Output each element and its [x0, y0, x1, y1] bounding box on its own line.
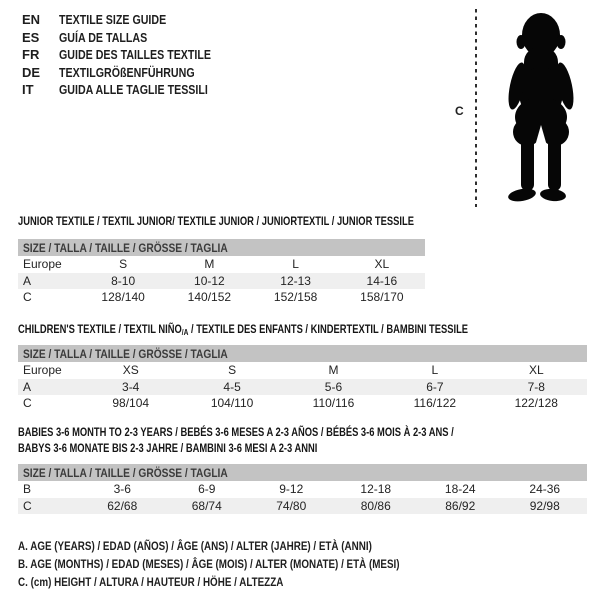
height-dashed-line: [475, 9, 477, 207]
table-cell: 7-8: [486, 379, 587, 396]
babies-size-table: [18, 464, 587, 514]
table-cell: 14-16: [339, 273, 425, 290]
height-measure-label: C: [455, 104, 464, 118]
table-cell: XL: [528, 363, 544, 378]
table-cell: 5-6: [283, 379, 384, 396]
table-cell: 74/80: [249, 498, 334, 515]
size-header-bar: SIZE / TALLA / TAILLE / GRÖSSE / TAGLIA: [18, 464, 587, 481]
table-cell: 62/68: [80, 498, 165, 515]
legend-line-c: C. (cm) HEIGHT / ALTURA / HAUTEUR / HÖHE / ALTEZZA: [18, 575, 284, 589]
table-cell: 6-7: [384, 379, 485, 396]
table-cell: 68/74: [165, 498, 250, 515]
junior-size-table: [18, 239, 425, 306]
table-cell: 12-18: [360, 482, 392, 497]
table-cell: L: [292, 257, 299, 272]
language-label: GUÍA DE TALLAS: [59, 29, 148, 45]
legend-line-b: B. AGE (MONTHS) / EDAD (MESES) / ÂGE (MOIS) / ALTER (MONATE) / ETÀ (MESI): [18, 557, 400, 571]
row-label: C: [23, 396, 32, 411]
table-cell: 86/92: [418, 498, 503, 515]
table-cell: XS: [122, 363, 139, 378]
table-cell: 3-6: [113, 482, 131, 497]
language-row-es: [22, 29, 244, 47]
table-cell: 6-9: [198, 482, 216, 497]
table-cell: 24-36: [529, 482, 561, 497]
language-label: GUIDA ALLE TAGLIE TESSILI: [59, 82, 208, 97]
language-label: GUIDE DES TAILLES TEXTILE: [59, 47, 212, 62]
table-cell: XL: [374, 257, 390, 272]
table-row-europe: [18, 362, 587, 379]
size-header-bar: SIZE / TALLA / TAILLE / GRÖSSE / TAGLIA: [18, 345, 587, 362]
table-cell: 18-24: [444, 482, 476, 497]
table-cell: 116/122: [413, 396, 457, 411]
language-code: DE: [22, 64, 41, 80]
table-cell: 9-12: [279, 482, 304, 497]
babies-section-title: BABIES 3-6 MONTH TO 2-3 YEARS / BEBÉS 3-6 MESES A 2-3 AÑOS / BÉBÉS 3-6 MOIS À 2-3 ANS / BABYS 3-6 MONATE BIS 2-3 JAHRE / BAMBINI 3-6 MESI A 2-3 ANNI: [18, 425, 454, 455]
row-label: C: [23, 290, 32, 305]
row-label: B: [23, 482, 32, 497]
table-cell: 158/170: [360, 290, 404, 305]
subscript-text: /A: [181, 327, 189, 337]
language-code: IT: [22, 82, 34, 97]
language-row-it: [22, 81, 244, 99]
table-cell: 128/140: [101, 290, 145, 305]
table-cell: 140/152: [187, 290, 232, 305]
language-code: FR: [22, 47, 40, 62]
table-cell: 12-13: [253, 273, 339, 290]
table-cell: 110/116: [312, 396, 355, 411]
table-cell: S: [228, 363, 237, 378]
table-cell: 104/110: [210, 396, 254, 411]
table-row-age: [18, 379, 587, 396]
table-cell: 3-4: [80, 379, 181, 396]
table-cell: 4-5: [181, 379, 282, 396]
table-cell: S: [119, 257, 128, 272]
table-row-height: [18, 395, 587, 412]
table-cell: M: [204, 257, 215, 272]
legend: [18, 537, 483, 591]
row-label: Europe: [23, 363, 62, 378]
table-header-row: [18, 464, 587, 481]
language-row-en: [22, 11, 244, 29]
table-cell: L: [431, 363, 439, 378]
baby-silhouette-icon: [488, 11, 594, 211]
table-header-row: [18, 345, 587, 362]
table-cell: 122/128: [514, 396, 558, 411]
language-list: [22, 11, 244, 99]
junior-section-title: JUNIOR TEXTILE / TEXTIL JUNIOR/ TEXTILE JUNIOR / JUNIORTEXTIL / JUNIOR TESSILE: [18, 214, 414, 228]
row-label: A: [18, 379, 80, 396]
children-size-table: [18, 345, 587, 412]
table-cell: 10-12: [166, 273, 252, 290]
size-header-bar: SIZE / TALLA / TAILLE / GRÖSSE / TAGLIA: [18, 239, 425, 256]
language-label: TEXTILGRÖßENFÜHRUNG: [59, 64, 195, 80]
row-label: C: [18, 498, 80, 515]
table-cell: 80/86: [334, 498, 419, 515]
table-row-europe: [18, 256, 425, 273]
table-row-age: [18, 273, 425, 290]
row-label: Europe: [23, 257, 62, 272]
table-header-row: [18, 239, 425, 256]
table-cell: 152/158: [273, 290, 318, 305]
table-row-height: [18, 498, 587, 515]
table-cell: 92/98: [503, 498, 588, 515]
language-label: TEXTILE SIZE GUIDE: [59, 12, 167, 27]
legend-line-a: A. AGE (YEARS) / EDAD (AÑOS) / ÂGE (ANS) / ALTER (JAHRE) / ETÀ (ANNI): [18, 539, 372, 553]
language-row-de: [22, 64, 244, 82]
language-code: EN: [22, 12, 41, 27]
table-cell: M: [328, 363, 339, 378]
children-section-title: CHILDREN'S TEXTILE / TEXTIL NIÑO/A / TEXTILE DES ENFANTS / KINDERTEXTIL / BAMBINI TESSILE: [18, 322, 469, 337]
table-cell: 98/104: [112, 396, 150, 411]
table-row-height: [18, 289, 425, 306]
table-row-months: [18, 481, 587, 498]
height-measure-figure: [450, 9, 596, 211]
row-label: A: [18, 273, 80, 290]
language-code: ES: [22, 29, 40, 45]
table-cell: 8-10: [80, 273, 166, 290]
language-row-fr: [22, 46, 244, 64]
